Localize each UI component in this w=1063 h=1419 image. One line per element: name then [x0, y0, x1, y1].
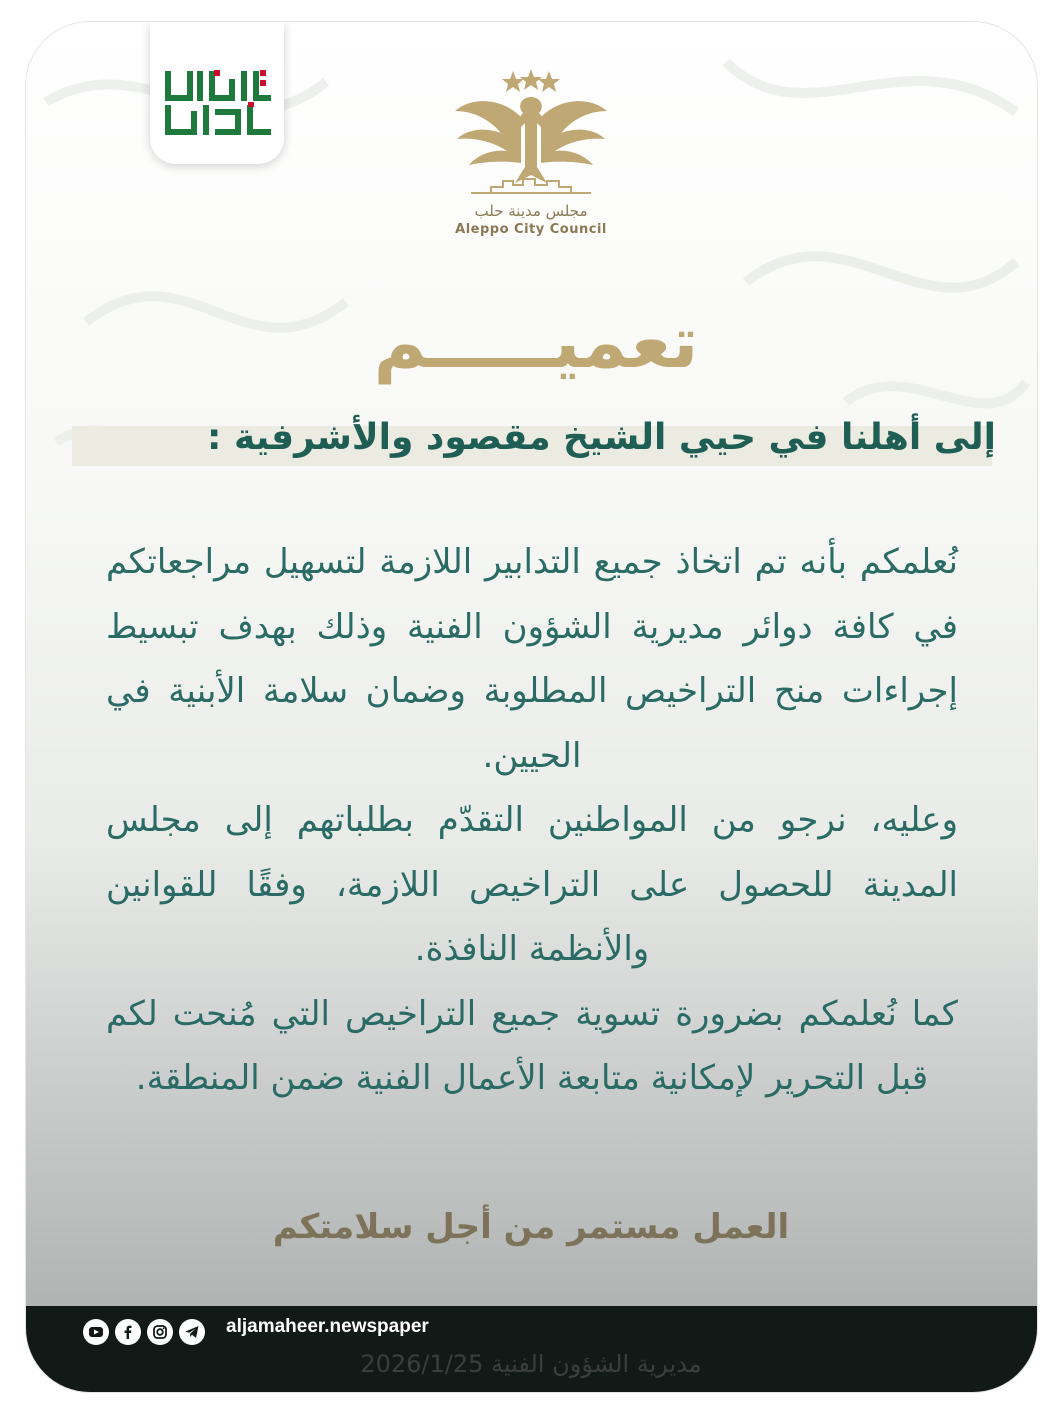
social-links: [83, 1319, 205, 1345]
telegram-icon[interactable]: [179, 1319, 205, 1345]
notice-slogan: العمل مستمر من أجل سلامتكم: [272, 1207, 790, 1247]
council-name-arabic: مجلس مدينة حلب: [474, 202, 588, 220]
notice-card: [26, 22, 1037, 1392]
notice-title: تعميـــــم: [373, 300, 699, 384]
youtube-icon[interactable]: [83, 1319, 109, 1345]
notice-paragraph-3: كما نُعلمكم بضرورة تسوية جميع التراخيص التي مُنحت لكم قبل التحرير لإمكانية متابعة الأعمال الفنية ضمن المنطقة.: [106, 993, 958, 1098]
footer-bar: [26, 1306, 1037, 1392]
notice-paragraph-2: وعليه، نرجو من المواطنين التقدّم بطلباتهم إلى مجلس المدينة للحصول على التراخيص اللازمة، وفقًا للقوانين والأنظمة النافذة.: [106, 800, 958, 969]
notice-subtitle: إلى أهلنا في حيي الشيخ مقصود والأشرفية :: [207, 417, 996, 458]
instagram-icon[interactable]: [147, 1319, 173, 1345]
aleppo-eagle-emblem: [451, 67, 611, 207]
website-handle[interactable]: aljamaheer.newspaper: [226, 1316, 429, 1337]
department-date: مديرية الشؤون الفنية 2026/1/25: [360, 1350, 702, 1378]
newspaper-logo: [150, 22, 284, 164]
notice-body: [106, 530, 958, 1111]
notice-paragraph-1: نُعلمكم بأنه تم اتخاذ جميع التدابير اللازمة لتسهيل مراجعاتكم في كافة دوائر مديرية الشؤون الفنية وذلك بهدف تبسيط إجراءات منح التراخيص المطلوبة وضمان سلامة الأبنية في الحيين.: [106, 542, 958, 776]
facebook-icon[interactable]: [115, 1319, 141, 1345]
council-name-english: Aleppo City Council: [455, 222, 607, 237]
logo-mark: [160, 68, 274, 138]
